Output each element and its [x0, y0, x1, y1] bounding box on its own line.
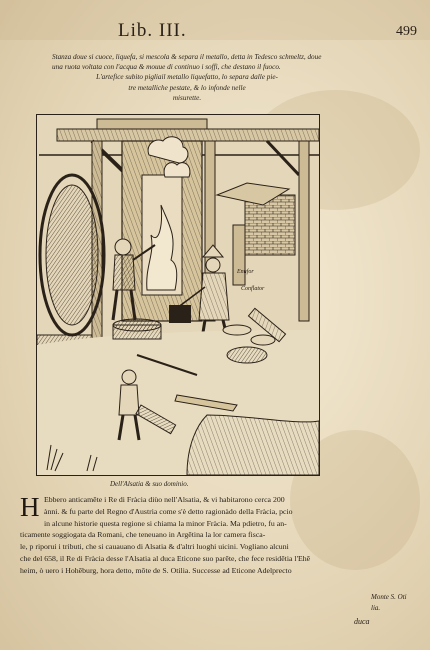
- caption-line: Stanza doue si cuoce, liquefa, si mescola & separa il metallo, detta in Tedesco schmeltz, doue: [52, 53, 322, 61]
- body-line: in alcune historie questa regione si chiama la minor Fràcia. Ma pdietro, fu an-: [44, 518, 287, 528]
- furnace: [122, 137, 202, 323]
- catchword: duca: [354, 617, 370, 626]
- drop-cap: H: [20, 492, 40, 522]
- caption-line: misurette.: [172, 93, 202, 102]
- woodcut-illustration: [36, 114, 320, 476]
- body-line: heim, ò uero i Hohēburg, hora detto, mōte de S. Otilia. Successe ad Eticone Adelprecto: [20, 565, 292, 575]
- body-line: Ebbero anticamēte i Re di Fràcia diùo nell'Alsatia, & vi habitarono cerca 200: [44, 495, 285, 504]
- body-text: [20, 494, 346, 577]
- caption-line: L'artefice subito pigliail metallo liquefatto, lo separa dalle pie-: [96, 73, 278, 82]
- caption-line: una ruota voltata con l'acqua & mouue di continuo i soffi, che destano il fuoco.: [52, 63, 281, 72]
- marginal-note-line: Monte S. Oti: [371, 593, 407, 601]
- marginal-note-line: lia.: [371, 604, 381, 612]
- woodcut-label: Enufor: [237, 269, 254, 275]
- plate-caption: Dell'Alsatia & suo dominio.: [110, 480, 189, 488]
- body-line: che del 658, il Re di Fràcia desse l'Alsatia al duca Eticone suo parēte, che fece residētia l'Ehē: [20, 553, 311, 563]
- caption-line: tre metalliche pestate, & lo infonde nelle: [128, 83, 246, 92]
- running-head: Lib. III.: [118, 20, 187, 41]
- marginal-note: [371, 592, 407, 614]
- body-line: le, p riporui i tributi, che si cauauano di Alsatia & d'altri luoghi uicini. Vogliano alcuni: [20, 542, 289, 552]
- body-line: ticamente soggiogata da Romani, che teneuano in Argētina la lor camera fisca-: [20, 530, 266, 540]
- body-line: ànni. & fu parte del Regno d'Austria come s'è detto ragionàdo della Fràcia, pcio: [44, 506, 293, 516]
- paper-stain: [0, 0, 430, 40]
- illustration-caption: [52, 52, 322, 103]
- page-number: 499: [396, 24, 417, 39]
- woodcut-label: Conflator: [241, 286, 265, 292]
